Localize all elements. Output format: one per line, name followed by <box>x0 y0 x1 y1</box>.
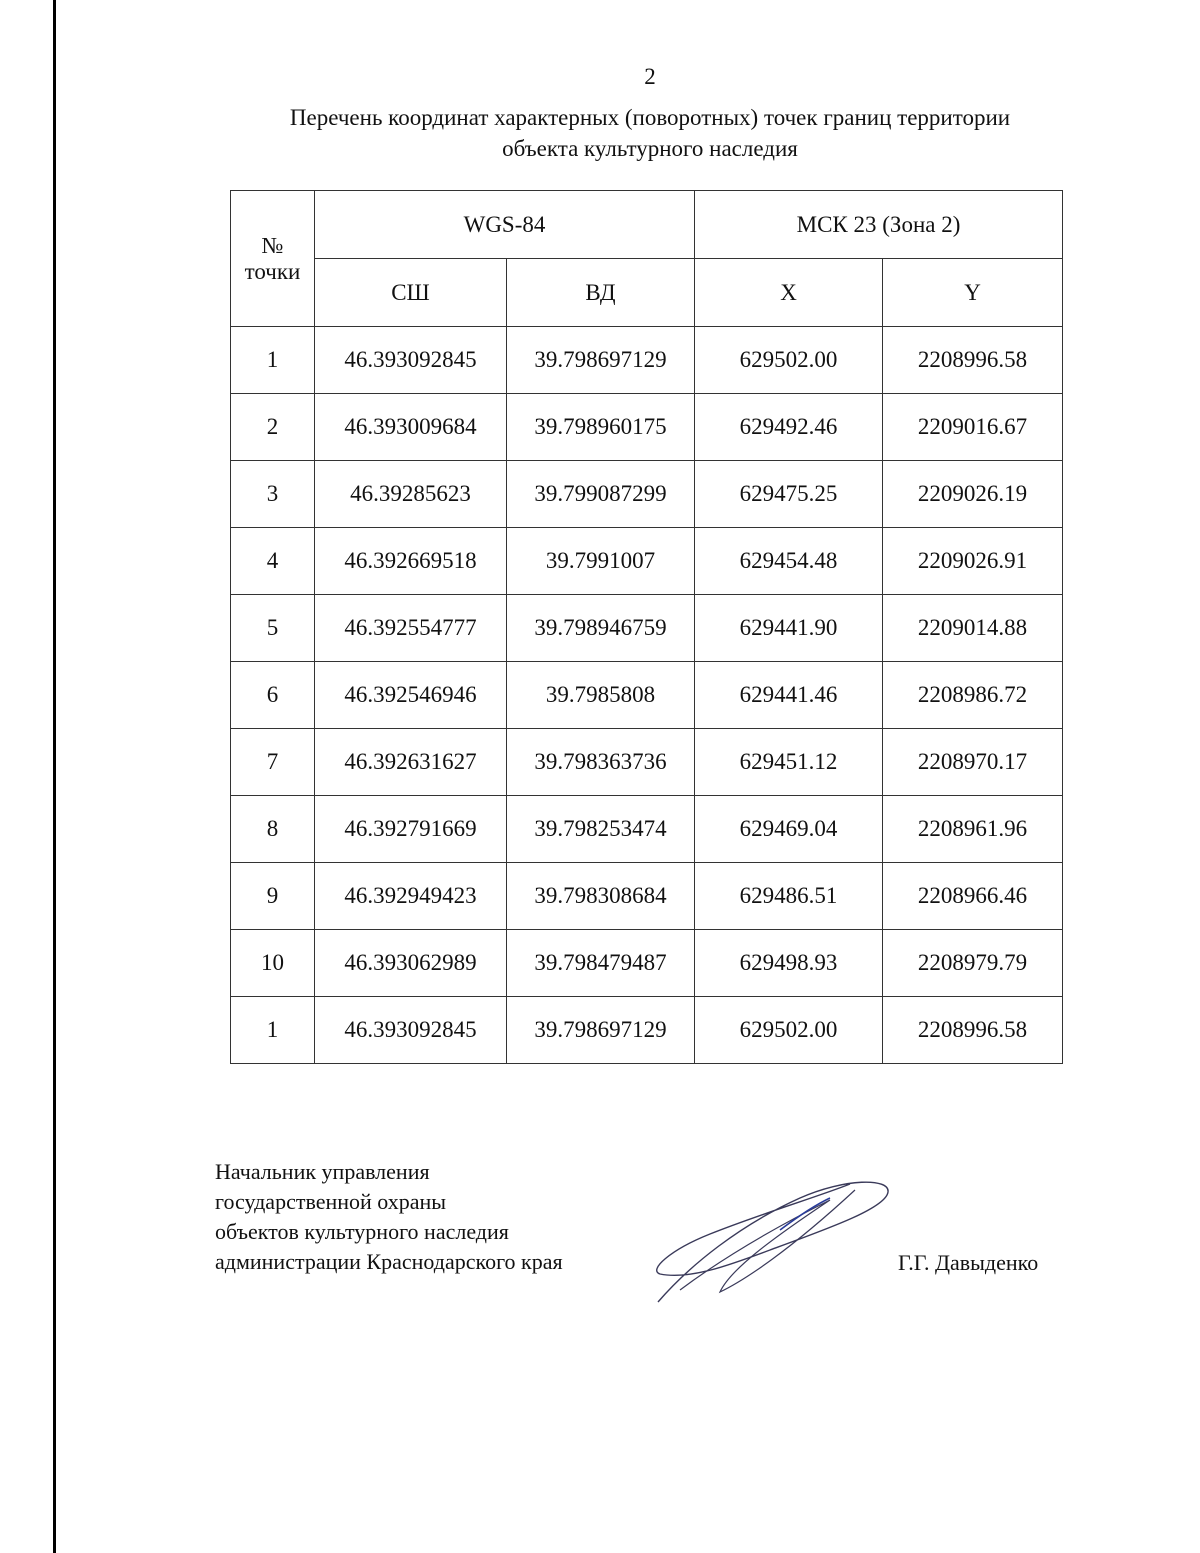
x-cell: 629451.12 <box>695 729 883 796</box>
point-number-cell: 10 <box>231 930 315 997</box>
coordinates-table <box>230 190 1063 1064</box>
latitude-cell: 46.392791669 <box>315 796 507 863</box>
latitude-cell: 46.392949423 <box>315 863 507 930</box>
signer-position <box>215 1157 563 1277</box>
x-cell: 629469.04 <box>695 796 883 863</box>
y-cell: 2208996.58 <box>883 997 1063 1064</box>
longitude-cell: 39.798960175 <box>507 394 695 461</box>
table-row <box>231 997 1063 1064</box>
table-row <box>231 394 1063 461</box>
latitude-cell: 46.393092845 <box>315 997 507 1064</box>
longitude-cell: 39.7991007 <box>507 528 695 595</box>
latitude-cell: 46.392669518 <box>315 528 507 595</box>
wgs84-header: WGS-84 <box>315 191 695 259</box>
x-cell: 629441.90 <box>695 595 883 662</box>
x-cell: 629498.93 <box>695 930 883 997</box>
y-cell: 2208966.46 <box>883 863 1063 930</box>
title-line-1: Перечень координат характерных (поворотных) точек границ территории <box>289 105 1011 130</box>
table-row <box>231 863 1063 930</box>
binding-margin-line <box>53 0 56 1553</box>
x-cell: 629441.46 <box>695 662 883 729</box>
x-cell: 629492.46 <box>695 394 883 461</box>
y-cell: 2208961.96 <box>883 796 1063 863</box>
point-number-cell: 3 <box>231 461 315 528</box>
point-number-cell: 5 <box>231 595 315 662</box>
longitude-cell: 39.799087299 <box>507 461 695 528</box>
position-line-3: объектов культурного наследия <box>215 1219 509 1244</box>
handwritten-signature <box>650 1170 895 1310</box>
position-line-1: Начальник управления <box>215 1159 430 1184</box>
x-cell: 629475.25 <box>695 461 883 528</box>
table-body <box>231 327 1063 1064</box>
position-line-4: администрации Краснодарского края <box>215 1249 563 1274</box>
latitude-cell: 46.393062989 <box>315 930 507 997</box>
point-number-cell: 8 <box>231 796 315 863</box>
document-title <box>240 102 1060 164</box>
table-row <box>231 796 1063 863</box>
x-cell: 629454.48 <box>695 528 883 595</box>
point-number-cell: 4 <box>231 528 315 595</box>
latitude-header: СШ <box>315 259 507 327</box>
point-number-cell: 9 <box>231 863 315 930</box>
longitude-cell: 39.7985808 <box>507 662 695 729</box>
y-cell: 2208996.58 <box>883 327 1063 394</box>
latitude-cell: 46.393092845 <box>315 327 507 394</box>
point-number-cell: 6 <box>231 662 315 729</box>
y-cell: 2208986.72 <box>883 662 1063 729</box>
table-row <box>231 461 1063 528</box>
x-cell: 629502.00 <box>695 327 883 394</box>
x-cell: 629502.00 <box>695 997 883 1064</box>
position-line-2: государственной охраны <box>215 1189 447 1214</box>
table-row <box>231 662 1063 729</box>
table-row <box>231 528 1063 595</box>
table-row <box>231 327 1063 394</box>
y-cell: 2209014.88 <box>883 595 1063 662</box>
y-cell: 2209016.67 <box>883 394 1063 461</box>
longitude-header: ВД <box>507 259 695 327</box>
msk23-header: МСК 23 (Зона 2) <box>695 191 1063 259</box>
point-number-cell: 1 <box>231 327 315 394</box>
y-cell: 2208979.79 <box>883 930 1063 997</box>
x-cell: 629486.51 <box>695 863 883 930</box>
latitude-cell: 46.392554777 <box>315 595 507 662</box>
longitude-cell: 39.798697129 <box>507 997 695 1064</box>
latitude-cell: 46.392546946 <box>315 662 507 729</box>
point-number-cell: 2 <box>231 394 315 461</box>
page-number: 2 <box>644 64 656 89</box>
latitude-cell: 46.393009684 <box>315 394 507 461</box>
y-header: Y <box>883 259 1063 327</box>
x-header: X <box>695 259 883 327</box>
table-subheader-row <box>231 259 1063 327</box>
point-number-header <box>231 191 315 327</box>
point-number-cell: 7 <box>231 729 315 796</box>
longitude-cell: 39.798253474 <box>507 796 695 863</box>
y-cell: 2209026.91 <box>883 528 1063 595</box>
y-cell: 2209026.19 <box>883 461 1063 528</box>
longitude-cell: 39.798697129 <box>507 327 695 394</box>
latitude-cell: 46.39285623 <box>315 461 507 528</box>
table-row <box>231 729 1063 796</box>
point-number-cell: 1 <box>231 997 315 1064</box>
latitude-cell: 46.392631627 <box>315 729 507 796</box>
y-cell: 2208970.17 <box>883 729 1063 796</box>
table-row <box>231 930 1063 997</box>
title-line-2: объекта культурного наследия <box>502 136 798 161</box>
signer-name: Г.Г. Давыденко <box>898 1250 1039 1275</box>
point-header-word: точки <box>244 258 301 284</box>
longitude-cell: 39.798308684 <box>507 863 695 930</box>
longitude-cell: 39.798363736 <box>507 729 695 796</box>
table-row <box>231 595 1063 662</box>
table-header-row <box>231 191 1063 259</box>
longitude-cell: 39.798946759 <box>507 595 695 662</box>
point-header-symbol: № <box>261 232 284 258</box>
longitude-cell: 39.798479487 <box>507 930 695 997</box>
